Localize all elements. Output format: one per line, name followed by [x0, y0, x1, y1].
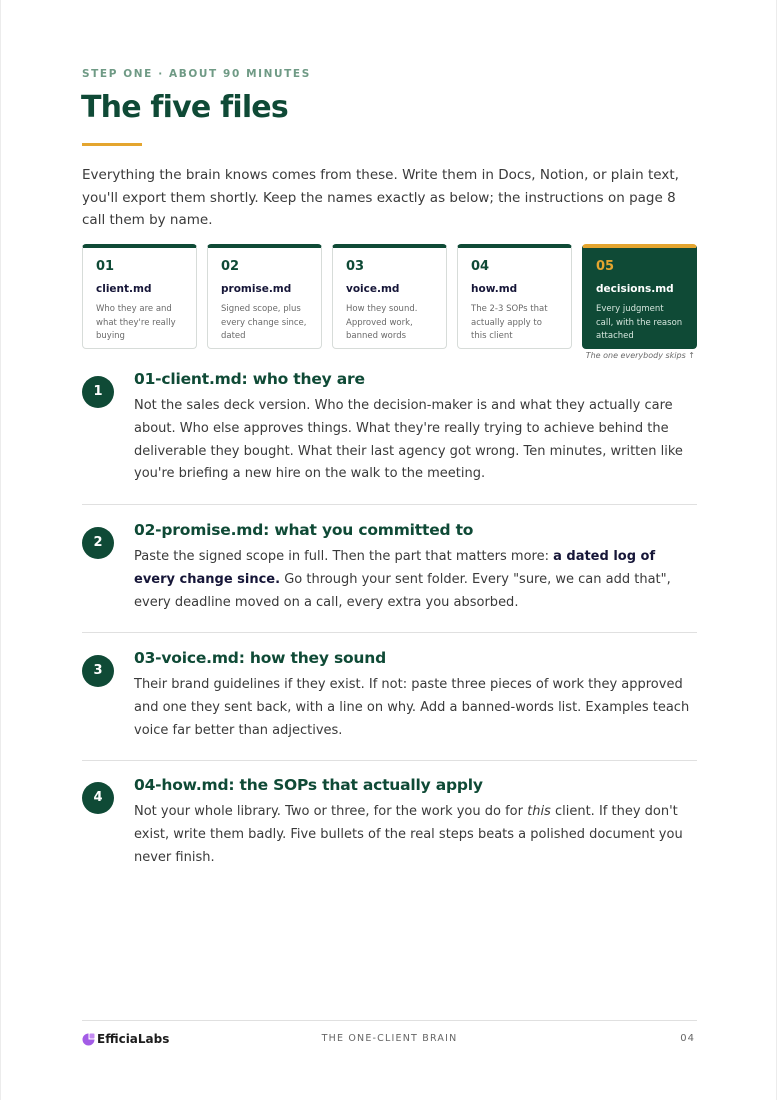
card-number: 02	[221, 259, 240, 274]
step-body-emphasis: this	[527, 804, 551, 819]
card-filename: voice.md	[346, 283, 400, 295]
card-filename: promise.md	[221, 283, 292, 295]
card-filename: decisions.md	[596, 283, 674, 295]
step-body-emphasis: a dated log of every change since.	[134, 549, 656, 587]
section-divider	[82, 632, 697, 633]
brand-name: EfficiaLabs	[97, 1032, 170, 1046]
step-body-text: Go through your sent folder. Every "sure, we can add that", every deadline moved on a call, every extra you absorbed.	[134, 571, 671, 610]
footer-rule	[82, 1020, 697, 1021]
step-3	[82, 649, 697, 749]
title-accent-rule	[82, 143, 142, 146]
card-description: The 2-3 SOPs that actually apply to this client	[471, 304, 548, 341]
card-description: Who they are and what they're really buying	[96, 304, 176, 341]
card-description: How they sound. Approved work, banned words	[346, 304, 418, 341]
step-heading: 01-client.md: who they are	[134, 370, 365, 388]
step-4	[82, 776, 697, 865]
step-body: Their brand guidelines if they exist. If not: paste three pieces of work they approved and one they sent back, with a line on why. Add a banned-words list. Examples teach voice far better than adjectives.	[134, 677, 690, 738]
step-number-badge: 2	[82, 527, 114, 559]
section-divider	[82, 504, 697, 505]
step-body: Not the sales deck version. Who the decision-maker is and what they actually care about. Who else approves things. What they're really trying to achieve behind the deliverable they bought. What their last agency got wrong. Ten minutes, written like you're briefing a new hire on the walk to the meeting.	[134, 398, 683, 482]
card-number: 05	[596, 259, 615, 274]
step-heading: 02-promise.md: what you committed to	[134, 521, 474, 539]
step-2	[82, 521, 697, 621]
step-heading: 03-voice.md: how they sound	[134, 649, 386, 667]
section-eyebrow: STEP ONE · ABOUT 90 MINUTES	[82, 68, 311, 80]
file-card-how	[457, 244, 572, 349]
intro-paragraph: Everything the brain knows comes from these. Write them in Docs, Notion, or plain text, you'll export them shortly. Keep the names exactly as below; the instructions on page 8 call them by name.	[82, 167, 679, 228]
card-description: Signed scope, plus every change since, dated	[221, 304, 307, 341]
step-body-text: client. If they don't exist, write them badly. Five bullets of the real steps beats a polished document you never finish.	[134, 804, 683, 865]
step-number-badge: 4	[82, 782, 114, 814]
card-filename: client.md	[96, 283, 152, 295]
step-number-badge: 3	[82, 655, 114, 687]
file-card-promise	[207, 244, 322, 349]
step-body-text: Not your whole library. Two or three, for the work you do for	[134, 804, 528, 819]
step-1	[82, 370, 697, 490]
section-divider	[82, 760, 697, 761]
step-body-text: Paste the signed scope in full. Then the part that matters more:	[134, 549, 554, 564]
file-card-voice	[332, 244, 447, 349]
card-number: 04	[471, 259, 490, 274]
page-number: 04	[680, 1033, 695, 1044]
step-body	[134, 546, 700, 614]
step-heading: 04-how.md: the SOPs that actually apply	[134, 776, 483, 794]
footer-document-title: THE ONE-CLIENT BRAIN	[321, 1033, 458, 1044]
file-cards	[82, 244, 697, 349]
card-number: 03	[346, 259, 365, 274]
file-card-client	[82, 244, 197, 349]
card-filename: how.md	[471, 283, 518, 295]
card-number: 01	[96, 259, 115, 274]
step-number-badge: 1	[82, 376, 114, 408]
file-card-decisions	[582, 244, 697, 349]
page-title: The five files	[81, 90, 288, 125]
step-body	[134, 801, 700, 869]
card-description: Every judgment call, with the reason attached	[596, 304, 683, 341]
card-note: The one everybody skips ↑	[585, 351, 695, 360]
